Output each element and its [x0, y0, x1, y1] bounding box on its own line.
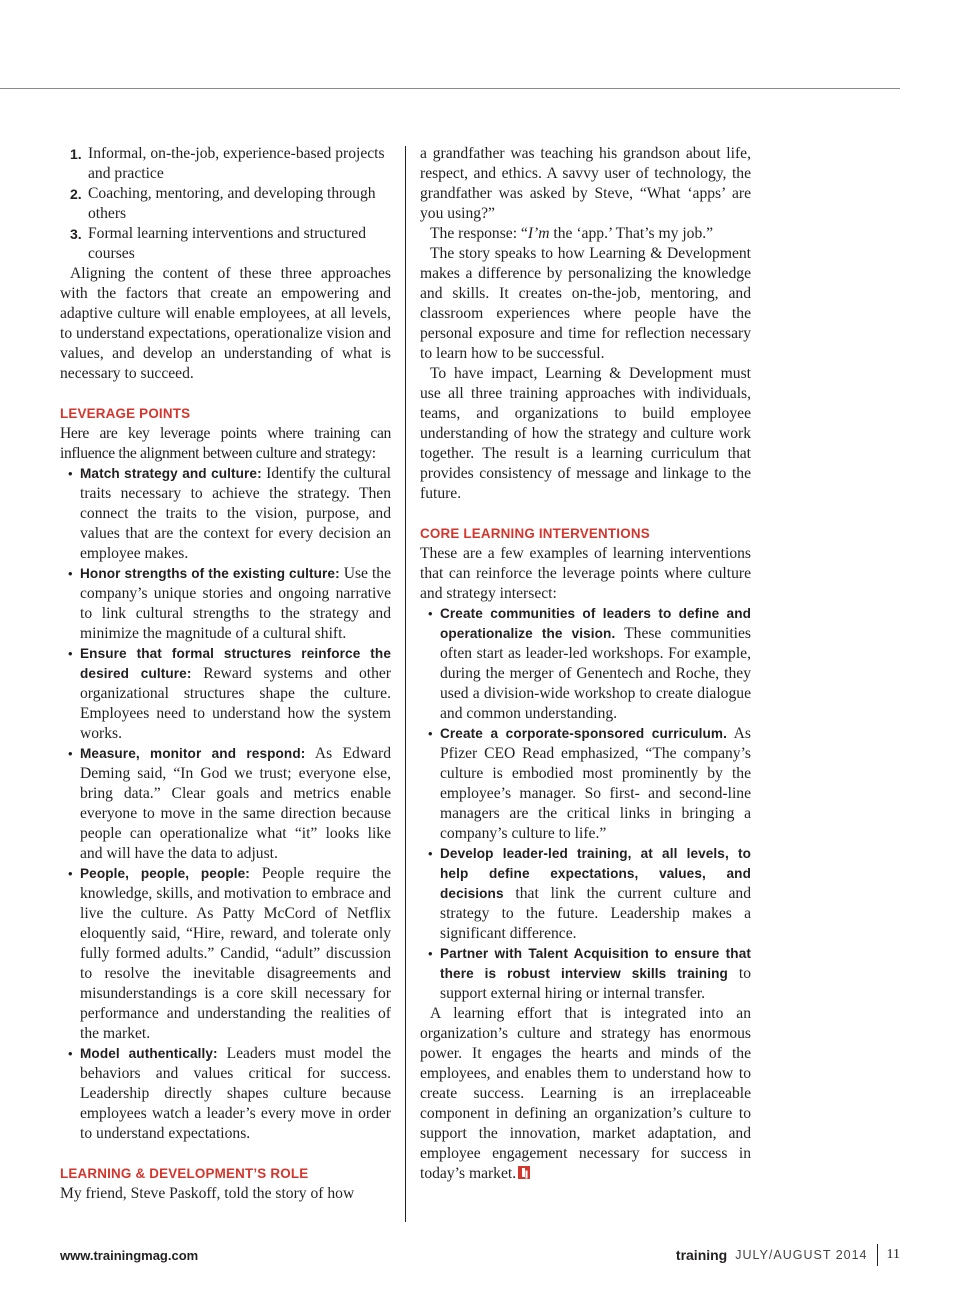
left-column — [60, 144, 391, 1204]
bullet-icon: • — [428, 606, 433, 621]
list-item: 1. Informal, on-the-job, experience-based projects and practice — [70, 145, 385, 182]
footer-folio — [676, 1244, 900, 1266]
magazine-name: training — [675, 1247, 728, 1263]
bullet-icon: • — [428, 946, 433, 961]
right-column — [420, 144, 751, 1184]
list-item: • Ensure that formal structures reinforce the desired culture: Reward systems and other organizational structures shape the culture. Employees need to understand how the system works. — [68, 646, 391, 742]
list-item: • Match strategy and culture: Identify the cultural traits necessary to achieve the strategy. Then connect the traits to the vision, purpose, and values that are the context for every decision an employee makes. — [68, 465, 391, 562]
bullet-icon: • — [68, 466, 73, 481]
core-intro: These are a few examples of learning interventions that can reinforce the leverage points where culture and strategy intersect: — [420, 545, 751, 602]
role-response: The response: “I’m the ‘app.’ That’s my job.” — [430, 225, 714, 242]
leverage-list — [60, 464, 391, 1144]
role-paragraph-1-continued: a grandfather was teaching his grandson about life, respect, and ethics. A savvy user of technology, the grandfather was asked by Steve, “What ‘apps’ are you using?” — [420, 145, 751, 222]
list-item: 2. Coaching, mentoring, and developing through others — [70, 185, 376, 222]
folio-divider — [877, 1244, 878, 1266]
bullet-icon: • — [68, 646, 73, 661]
bullet-icon: • — [428, 846, 433, 861]
list-item: • Create a corporate-sponsored curriculum. As Pfizer CEO Read emphasized, “The company’s culture is embodied most prominently by the employee’s manager. So first- and second-line managers are the critical links in bringing a company’s culture to life.” — [428, 725, 751, 842]
bullet-icon: • — [68, 746, 73, 761]
footer-url[interactable]: www.trainingmag.com — [60, 1248, 199, 1263]
list-item: • Measure, monitor and respond: As Edward Deming said, “In God we trust; everyone else, bring data.” Clear goals and metrics enable everyone to move in the same direction because people can operationalize what “it” looks like and will have the data to adjust. — [68, 745, 391, 862]
leverage-intro: Here are key leverage points where training can influence the alignment between culture and strategy: — [60, 425, 391, 462]
numbered-list — [60, 144, 391, 264]
list-item: • Create communities of leaders to define and operationalize the vision. These communities often start as leader-led workshops. For example, during the merger of Genentech and Roche, they used a division-wide workshop to create dialogue and common understanding. — [428, 606, 751, 722]
list-item: • Develop leader-led training, at all levels, to help define expectations, values, and decisions that link the current culture and strategy to the future. Leadership makes a significant difference. — [428, 846, 751, 942]
issue-date: JULY/AUGUST 2014 — [735, 1248, 868, 1262]
list-item: • People, people, people: People require the knowledge, skills, and motivation to embrace and live the culture. As Patty McCord of Netflix eloquently said, “Hire, reward, and tolerate only fully formed adults.” Candid, “adult” discussion to resolve the inevitable disagreements and misunderstandings is a core skill necessary for performance and understanding the realities of the market. — [68, 865, 391, 1042]
leverage-heading: LEVERAGE POINTS — [60, 406, 191, 421]
closing-paragraph: A learning effort that is integrated into an organization’s culture and strategy has enormous power. It engages the hearts and minds of the employees, and enables them to understand how to create success. Learning is an irreplaceable component in defining an organization’s culture to support the innovation, market adaptation, and employee engagement necessary for success in today’s market. — [420, 1005, 751, 1182]
role-heading: LEARNING & DEVELOPMENT’S ROLE — [60, 1166, 309, 1181]
role-paragraph-4: To have impact, Learning & Development must use all three training approaches with individuals, teams, and organizations to build employee understanding of how the strategy and culture work together. The result is a learning curriculum that provides consistency of message and linkage to the future. — [420, 365, 751, 502]
intro-paragraph: Aligning the content of these three approaches with the factors that create an empowering and adaptive culture will enable employees, at all levels, to understand expectations, operationalize vision and values, and develop an understanding of what is necessary to succeed. — [60, 265, 391, 382]
bullet-icon: • — [68, 866, 73, 881]
page-number: 11 — [886, 1247, 900, 1262]
bullet-icon: • — [68, 566, 73, 581]
bullet-icon: • — [68, 1046, 73, 1061]
column-divider — [405, 146, 406, 1222]
role-paragraph-3: The story speaks to how Learning & Development makes a difference by personalizing the knowledge and skills. It creates on-the-job, mentoring, and classroom experiences where people have the personal exposure and time for reflection necessary to learn how to be successful. — [420, 245, 751, 362]
list-item: • Partner with Talent Acquisition to ensure that there is robust interview skills training to support external hiring or internal transfer. — [428, 946, 751, 1002]
core-heading: CORE LEARNING INTERVENTIONS — [420, 526, 650, 541]
list-item: • Honor strengths of the existing culture: Use the company’s unique stories and ongoing narrative to link cultural strengths to the strategy and minimize the magnitude of a cultural shift. — [68, 565, 392, 642]
list-item: 3. Formal learning interventions and structured courses — [70, 225, 367, 262]
end-of-article-icon — [518, 1166, 530, 1179]
role-paragraph-1: My friend, Steve Paskoff, told the story of how — [60, 1185, 355, 1202]
core-list — [420, 604, 751, 1004]
top-rule — [0, 88, 900, 89]
bullet-icon: • — [428, 726, 433, 741]
list-item: • Model authentically: Leaders must model the behaviors and values critical for success. Leadership directly shapes culture because employees watch a leader’s every move in order to understand expectations. — [68, 1045, 391, 1142]
